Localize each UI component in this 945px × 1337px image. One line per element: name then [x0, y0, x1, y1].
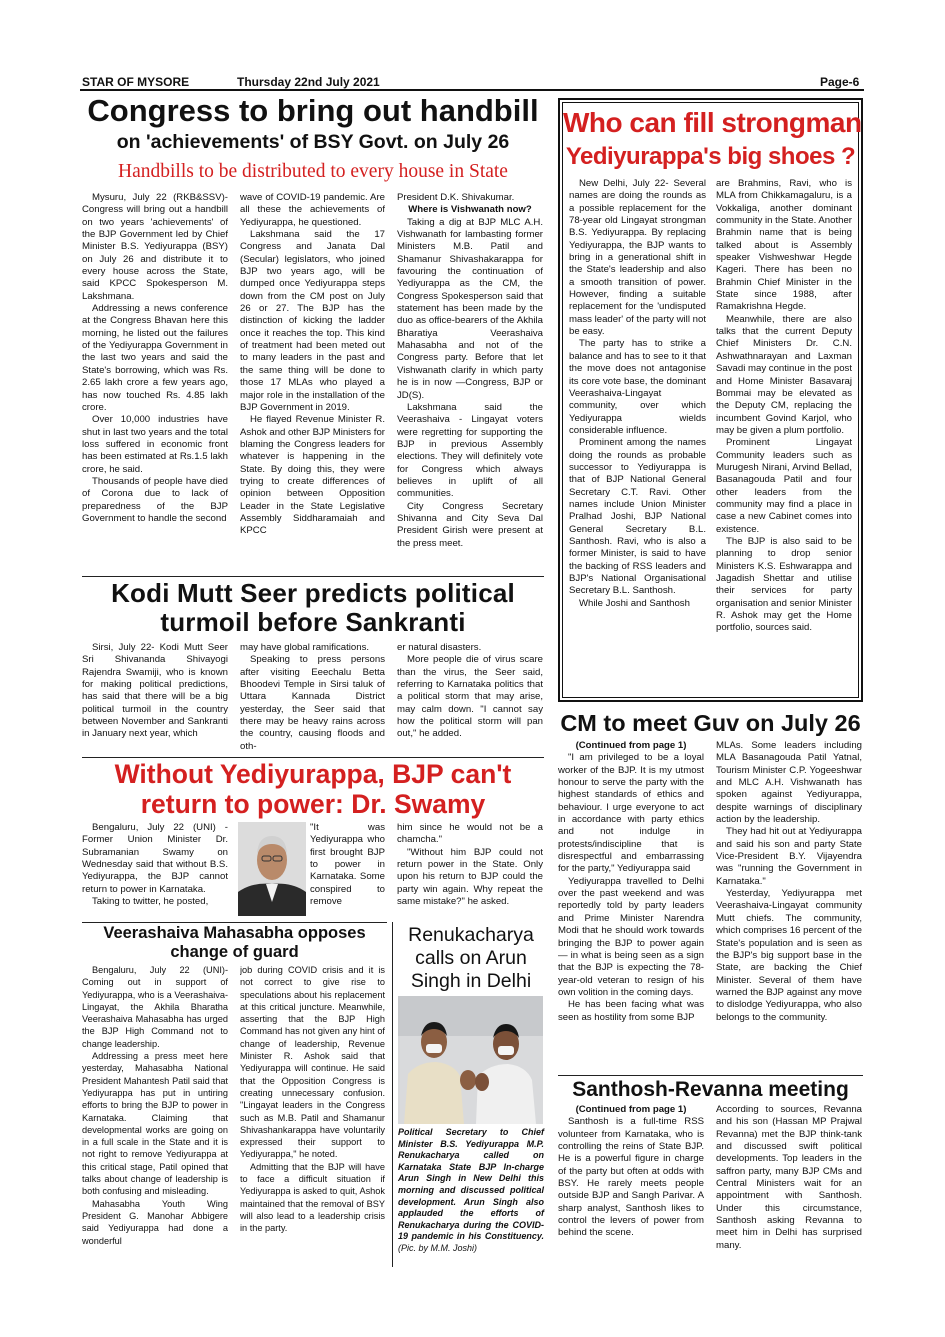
- paragraph: Yesterday, Yediyurappa met Veerashaiva-Lingayat community Mutt chiefs. The community, which comprises 16 percent of the State's population and is seen as the BJP's big support base in the State, are backing the Chief Minister. Several of them have warned the BJP against any move to dislodge Yediyurappa, who also belongs to the community.: [716, 888, 862, 1023]
- paragraph: Yediyurappa travelled to Delhi over the past weekend and was reportedly told by party leaders and Prime Minister Narendra Modi that he should work towards bringing the BJP to power again — in what is being seen as a sign that the BJP is expecting the 78-year-old veteran to resign of his own volition in the coming days.: [558, 875, 704, 998]
- paragraph: President D.K. Shivakumar.: [397, 192, 515, 203]
- paragraph: Taking a dig at BJP MLC A.H. Vishwanath for lambasting former Ministers M.B. Patil and Shamanur Shivashakarappa for favouring the continuation of Yediyurappa as the CM, the Congress Spokesperson said that statement has been made by the duo as office-bearers of the Akhila Bharatiya Veerashaiva Mahasabha and not of the Congress party. Before that let Vishwanath clarify in which party he is in now —Congress, BJP or JD(S).: [397, 216, 543, 401]
- article4-column-3: [397, 822, 543, 922]
- portrait-image: [238, 822, 306, 916]
- paragraph: "Without him BJP could not return power in the State. Only upon his return to BJP could the party win again. Why repeat the same mistake?" he asked.: [397, 846, 543, 908]
- article7-column-2: [716, 740, 862, 1076]
- paragraph: He flayed Revenue Minister R. Ashok and other BJP Ministers for blaming the Congress leaders for whatever is happening in the State. By doing this, they were trying to create differences of opinion between Opposition Leader in the State Legislative Assembly Siddharamaiah and KPCC: [240, 414, 385, 537]
- masthead-paper-name: STAR OF MYSORE: [82, 75, 190, 89]
- article4-column-2: [310, 822, 385, 922]
- divider: [82, 576, 544, 577]
- masthead-page-number: Page-6: [820, 75, 860, 89]
- article3-column-2: [240, 642, 385, 754]
- paragraph: Admitting that the BJP will have to face a difficult situation if Yediyurappa is asked to quit, Ashok maintained that the removal of BSY will also lead to a leadership crisis in the party.: [240, 1161, 385, 1234]
- article5-headline-line2: change of guard: [170, 943, 299, 961]
- article2-column-2: [716, 178, 852, 694]
- divider: [392, 922, 393, 1267]
- paragraph: Meanwhile, there are also talks that the current Deputy Chief Ministers Dr. C.N. Ashwathnarayan and Laxman Savadi may continue in the post and Home Minister Basavaraj Bommai may be elevated as the Deputy CM, replacing the incumbent Govind Karjol, who may be given a plum portfolio.: [716, 313, 852, 436]
- paragraph: City Congress Secretary Shivanna and City Seva Dal President Girish were present at the press meet.: [397, 500, 543, 549]
- article2-headline-line2: Yediyurappa's big shoes ?: [565, 143, 856, 170]
- continued-note: (Continued from page 1): [575, 740, 687, 751]
- paragraph: er natural disasters.: [397, 642, 482, 653]
- swamy-photo: [238, 822, 306, 916]
- paragraph: may have global ramifications.: [240, 642, 370, 653]
- article5-headline: Veerashaiva Mahasabha opposes: [103, 924, 366, 942]
- article3-headline-line2: turmoil before Sankranti: [160, 607, 466, 637]
- paragraph: Bengaluru, July 22 (UNI)- Coming out in support of Yediyurappa, who is a Veerashaiva-Lingayat, the Akhila Bharatha Veerashaiva Mahasabha has urged the BJP High Command not to change leadership.: [82, 965, 228, 1049]
- renukacharya-arun-singh-photo: [398, 996, 543, 1124]
- article6-headline-line3: Singh in Delhi: [410, 970, 532, 992]
- paragraph: Over 10,000 industries have shut in last two years and the total loss suffered in economic front has been estimated at Rs.1.5 lakh crore, he said.: [82, 414, 228, 475]
- paragraph: Sirsi, July 22- Kodi Mutt Seer Sri Shivananda Shivayogi Rajendra Swamiji, who is known for making political predictions, has said that there will be a big political turmoil in the country between November and Sankranti in January next year, which: [82, 642, 228, 740]
- paragraph: Mahasabha Youth Wing President G. Manohar Abbigere said Yediyurappa had done a wonderful: [82, 1198, 228, 1246]
- article3-column-1: [82, 642, 228, 754]
- paragraph: job during COVID crisis and it is not correct to give rise to speculations about his replacement at this critical juncture. Meanwhile, asserting that the BJP High Command has not given any hint of change of leadership, Revenue Minister R. Ashok said that Yediyurappa will continue. He said that the Opposition Congress is creating unnecessary confusion. "Lingayat leaders in the Congress such as M.B. Patil and Shamanur Shivashankarappa have voluntarily expressed their support to Yediyurappa," he noted.: [240, 965, 385, 1160]
- paragraph: Addressing a press meet here yesterday, Mahasabha National President Mahantesh Patil said that Yediyurappa has put in untiring efforts to bring the BJP to power in Karnataka. Claiming that developmental works are going on in a full scale in the State and it is not right to remove Yediyurappa at this critical stage, Patil opined that talks about change of leadership is both confusing and misleading.: [82, 1051, 228, 1197]
- paragraph: Lakshmana said the Veerashaiva - Lingayat voters were regretting for supporting the BJP in previous Assembly elections. They will definitely vote for Congress which always believes in uplift of all communities.: [397, 401, 543, 500]
- paragraph: They had hit out at Yediyurappa and said his son and party State Vice-President B.Y. Vijayendra was "running the Government in Karnataka.": [716, 826, 862, 887]
- paragraph: Thousands of people have died of Corona due to lack of preparedness of the BJP Government to handle the second: [82, 475, 228, 524]
- paragraph: More people die of virus scare than the virus, the Seer said, referring to Karnataka politics that a political storm that may arise, may calm down. "I cannot say how the political storm will pan out," he added.: [397, 654, 543, 740]
- article8-column-2: [716, 1104, 862, 1264]
- paragraph: Prominent Lingayat Community leaders such as Murugesh Nirani, Arvind Bellad, Basanagouda Patil and four other leaders from the community may find a place in case a new Cabinet comes into existence.: [716, 437, 852, 535]
- masthead-rule: [80, 89, 864, 91]
- masthead-date: Thursday 22nd July 2021: [237, 75, 380, 89]
- article1-subheadline: Handbills to be distributed to every house in State: [118, 161, 508, 182]
- article7-headline: CM to meet Guv on July 26: [560, 710, 861, 736]
- paragraph: Bengaluru, July 22 (UNI) - Former Union Minister Dr. Subramanian Swamy on Wednesday said that without B.S. Yediyurappa, the BJP cannot return to power in Karnataka.: [82, 822, 228, 895]
- paragraph: Mysuru, July 22 (RKB&SSV)- Congress will bring out a handbill on two years 'achievements' of the BJP Government led by Chief Minister B.S. Yediyurappa (BSY) on July 26 and distribute it to every house across the State, said KPCC Spokesperson M. Lakshmana.: [82, 192, 228, 302]
- paragraph: New Delhi, July 22- Several names are doing the rounds as a possible replacement for the 78-year old Lingayat strongman B.S. Yediyurappa. By replacing Yediyurappa, the BJP wants to bring in a generational shift in the State's leadership and also a smooth transition of power. However, finding a suitable replacement for the 'undisputed mass leader' of the party will not be easy.: [569, 178, 706, 338]
- article2-column-1: [569, 178, 706, 694]
- article5-column-2: [240, 964, 385, 1264]
- paragraph: Speaking to press persons after visiting Eeechalu Betta Bhoodevi Temple in Sirsi taluk of Uttara Kannada District yesterday, the Seer said that there may be heavy rains across the country, causing floods and oth-: [240, 654, 385, 752]
- article8-column-1: [558, 1104, 704, 1264]
- article1-column-1: [82, 192, 228, 572]
- article6-headline: Renukacharya: [408, 924, 534, 946]
- article8-headline: Santhosh-Revanna meeting: [572, 1078, 849, 1101]
- paragraph: Addressing a news conference at the Congress Bhavan here this morning, he listed out the failures of the Yediyurappa Government in the last two years and said the State's borrowing, which was Rs. 2.65 lakh crore a few years ago, has now touched Rs. 4.85 lakh crore.: [82, 303, 228, 413]
- paragraph: Santhosh is a full-time RSS volunteer from Karnataka, who is controlling the reins of State BJP. He is a powerful figure in charge of the party but often at odds with BSY. He rarely meets people outside BJP and Sangh Parivar. A sharp analyst, Santhosh likes to control the levers of power from behind the scene.: [558, 1116, 704, 1239]
- paragraph: "It was Yediyurappa who first brought BJP to power in Karnataka. Some conspired to remove: [310, 822, 385, 908]
- paragraph: He has been facing what was seen as hostility from some BJP: [558, 999, 704, 1023]
- photo-credit: (Pic. by M.M. Joshi): [398, 1242, 478, 1253]
- paragraph: While Joshi and Santhosh: [579, 597, 690, 609]
- paragraph: Taking to twitter, he posted,: [92, 896, 209, 908]
- article4-headline: Without Yediyurappa, BJP can't: [114, 759, 512, 789]
- paragraph: are Brahmins, Ravi, who is MLA from Chikkamagaluru, is a Vokkaliga, another dominant community in the State. Another Brahmin name that is being talked about is Assembly speaker Vishweshwar Hegde Kageri. There has been no Brahmin Chief Minister in the State since 1988, after Ramakrishna Hegde.: [716, 178, 852, 313]
- paragraph: MLAs. Some leaders including MLA Basanagouda Patil Yatnal, Tourism Minister C.P. Yogeeshwar and MLC A.H. Vishwanath has spoken against Yediyurappa, despite warnings of disciplinary action by the leadership.: [716, 740, 862, 826]
- article1-headline: Congress to bring out handbill: [87, 93, 539, 128]
- article7-column-1: [558, 740, 704, 1076]
- caption-text: Political Secretary to Chief Minister B.S. Yediyurappa M.P. Renukacharya called on Karnataka State BJP In-charge Arun Singh in New Delhi this morning and discussed political development. Arun Singh also applauded the efforts of Renukacharya during the COVID-19 pandemic in his Constituency.: [398, 1127, 544, 1242]
- article6-headline-line2: calls on Arun: [415, 947, 527, 969]
- meeting-image: [398, 996, 543, 1124]
- article3-column-3: [397, 642, 543, 754]
- article1-headline-line2: on 'achievements' of BSY Govt. on July 26: [116, 131, 510, 153]
- article4-headline-line2: return to power: Dr. Swamy: [140, 789, 486, 819]
- article2-headline: Who can fill strongman: [563, 107, 862, 138]
- paragraph: Lakshmana said the 17 Congress and Janata Dal (Secular) legislators, who joined BJP two years ago, will be dumped once Yediyurappa steps down from the CM post on July 26 or 27. The BJP has the distinction of kicking the ladder once it reaches the top. This kind of treatment had been meted out to many leaders in the past and the same thing will be done to those 17 MLAs who played a major role in the installation of the BJP Government in 2019.: [240, 229, 385, 413]
- paragraph: The BJP is also said to be planning to drop senior Ministers K.S. Eshwarappa and Jagadish Shettar and utilise their services for party organisation and senior Minister R. Ashok may get the Home portfolio, sources said.: [716, 535, 852, 634]
- photo-caption: [398, 1127, 544, 1255]
- article1-column-2: [240, 192, 385, 572]
- paragraph: Prominent among the names doing the rounds as probable successor to Yediyurappa is that of BJP National General Secretary C.T. Ravi. Other names include Union Minister Pralhad Joshi, BJP National General Secretary B.L. Santhosh. Ravi, who is also a former Minister, is said to have the backing of RSS leaders and BJP's National Organisational Secretary B.L. Santhosh.: [569, 437, 706, 597]
- article1-column-3: [397, 192, 543, 572]
- paragraph: The party has to strike a balance and has to see to it that the move does not antagonise its core vote base, the dominant Veerashaiva-Lingayat community, over which Yediyurappa wields considerable influence.: [569, 338, 706, 436]
- paragraph: "I am privileged to be a loyal worker of the BJP. It is my utmost honour to serve the party with the highest standards of ethics and behaviour. I urge everyone to act in accordance with party ethics and not indulge in protests/indiscipline that is disrespectful and embarrassing for the party," Yediyurappa said: [558, 752, 704, 875]
- article5-column-1: [82, 964, 228, 1264]
- paragraph: According to sources, Revanna and his son (Hassan MP Prajwal Revanna) met the BJP think-tank and discussed swift political developments. Top leaders in the saffron party, many BJP CMs and Central Ministers wait for an appointment with Santhosh. Under this circumstance, Santhosh asking Revanna to meet him in Delhi has surprised many.: [716, 1104, 862, 1251]
- paragraph: wave of COVID-19 pandemic. Are all these the achievements of Yediyurappa, he questioned.: [240, 192, 385, 228]
- continued-note: (Continued from page 1): [575, 1104, 687, 1115]
- article4-column-1: [82, 822, 228, 922]
- article3-headline: Kodi Mutt Seer predicts political: [111, 578, 515, 608]
- article1-crosshead: Where is Vishwanath now?: [408, 204, 532, 216]
- paragraph: him since he would not be a chamcha.": [397, 822, 543, 846]
